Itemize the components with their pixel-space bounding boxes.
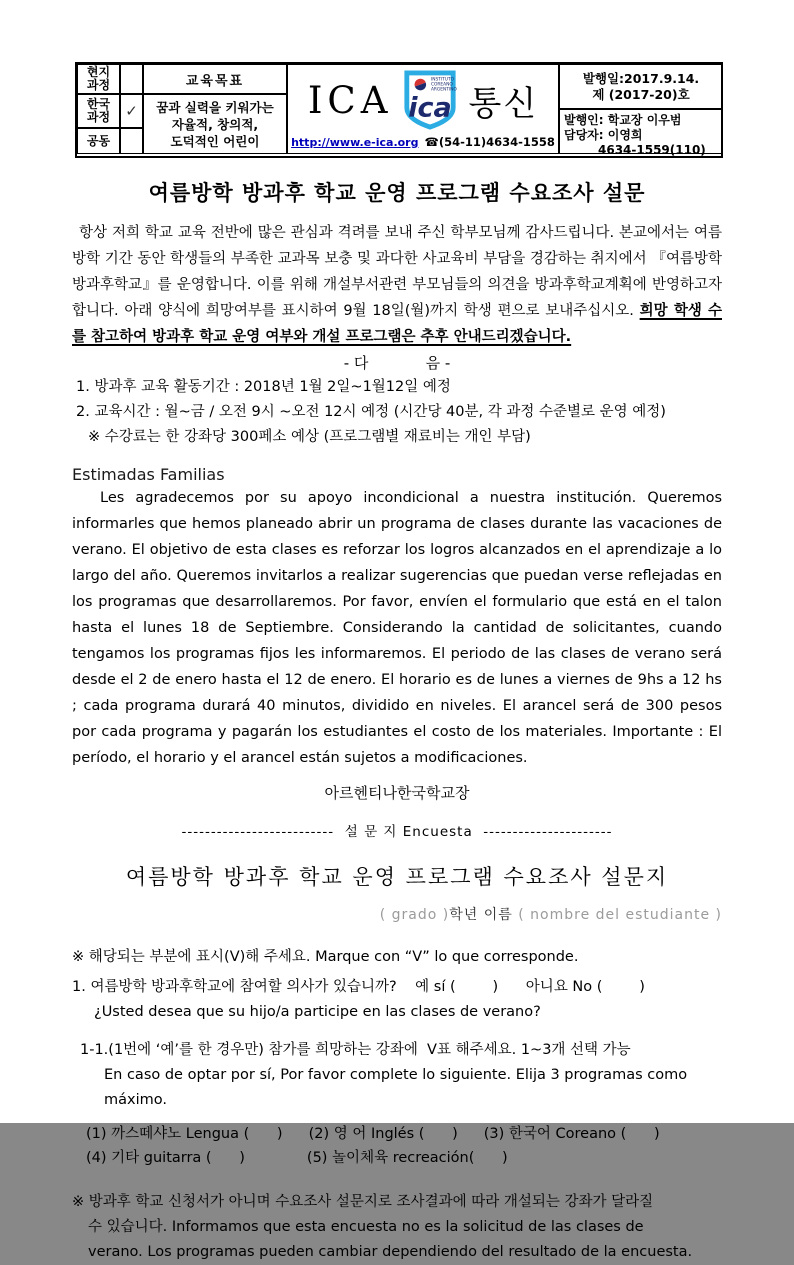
masthead-center [287,64,559,154]
list-item: ※ 수강료는 한 강좌당 300페소 예상 (프로그램별 재료비는 개인 부담) [88,429,531,445]
ica-wordmark: ICA [307,78,393,122]
nombre-placeholder: ( nombre del estudiante ) [518,907,722,923]
options-row-1 [72,1122,722,1146]
goal-line-2: 자율적, 창의적, [171,116,259,132]
survey-title: 여름방학 방과후 학교 운영 프로그램 수요조사 설문지 [125,865,669,889]
question-1-1: 1-1.(1번에 ‘예’를 한 경우만) 참가를 희망하는 강좌에 V표 해주세요. 1~3개 선택 가능 [80,1042,631,1058]
course-local-line1: 현지 [86,65,111,79]
issue-manager: 담당자: 이영희 [564,128,643,142]
logo-text-argentino: ARGENTINO [431,87,458,93]
student-info-line [72,904,722,924]
logo-monogram: ica [408,92,453,124]
grade-name-label: 학년 이름 [449,907,519,923]
footnote-line-1: ※ 방과후 학교 신청서가 아니며 수요조사 설문지로 조사결과에 따라 개설되는 강좌가 달라질 [72,1194,654,1210]
question-1-1-spanish: En caso de optar por sí, Por favor complete lo siguiente. Elija 3 programas como máximo. [104,1067,688,1108]
issue-info-cell [559,64,723,157]
option-ingles: (2) 영 어 Inglés ( ) [308,1126,458,1142]
issue-date-block [560,65,722,110]
intro-paragraph [72,220,722,350]
spanish-section-heading: Estimadas Familias [72,465,225,484]
option-lengua: (1) 까스떼샤노 Lengua ( ) [86,1126,283,1142]
footnote-line-3: verano. Los programas pueden cambiar dependiendo del resultado de la encuesta. [88,1244,693,1260]
education-goal-text [143,94,287,154]
ica-school-logo-icon [402,69,458,131]
masthead-table [75,62,723,158]
cutoff-divider: -------------------------- 설 문 지 Encuesta ---------------------- [181,824,613,840]
page-title: 여름방학 방과후 학교 운영 프로그램 수요조사 설문 [148,181,646,205]
masthead-logo-row [308,69,538,131]
issue-publisher: 발행인: 학교장 이우범 [564,113,682,127]
option-recreacion: (5) 놀이체육 recreación( ) [306,1150,508,1166]
course-common-line1: 공동 [86,133,111,148]
goal-line-3: 도덕적인 어린이 [170,133,260,149]
course-row-korean-label [77,94,120,128]
issue-phone: 4634-1559(110) [598,143,706,157]
option-coreano: (3) 한국어 Coreano ( ) [483,1126,660,1142]
course-row-local-label [77,64,120,94]
issue-staff-block [560,110,722,158]
course-common-checkbox [120,128,143,154]
logo-text-instituto: INSTITUTO [431,77,455,83]
school-website-link[interactable]: http://www.e-ica.org [291,136,419,149]
grado-placeholder: ( grado ) [379,907,450,923]
options-row-2 [72,1146,722,1170]
course-row-common-label [77,128,120,154]
goal-line-1: 꿈과 실력을 키워가는 [156,99,274,115]
course-korean-checkbox: ✓ [120,94,143,128]
issue-date: 발행일:2017.9.14. [582,71,700,86]
education-goal-title: 교육목표 [143,64,287,94]
intro-emphasis-text: 희망 학생 수를 참고하여 방과후 학교 운영 여부와 개설 프로그램은 추후 안내드리겠습니다. [72,303,722,345]
spanish-paragraph: Les agradecemos por su apoyo incondicional a nuestra institución. Queremos informarles que hemos planeado abrir un programa de clases durante las vacaciones de verano. El objetivo de esta clases es reforzar los logros alcanzados en el aprendizaje a lo largo del año. Queremos invitarlos a realizar sugerencias que puedan verse reflejadas en los programas que desarrollaremos. Por favor, envíen el formulario que está en el talon hasta el lunes 18 de Septiembre. Considerando la cantidad de solicitantes, cuando tengamos los programas fijos les informaremos. El periodo de las clases de verano será desde el 2 de enero hasta el 12 de enero. El horario es de lunes a viernes de 9hs a 12 hs ; cada programa durará 40 minutos, dividido en niveles. El arancel será de 300 pesos por cada programa y pagarán los estudiantes el costo de los materiales. Importante : El período, el horario y el arancel están sujetos a modificaciones. [72,490,722,766]
course-local-line2: 과정 [86,78,111,92]
question-1-spanish: ¿Usted desea que su hijo/a participe en las clases de verano? [94,1004,541,1020]
issue-number: 제 (2017-20)호 [592,87,690,102]
question-1: 1. 여름방학 방과후학교에 참여할 의사가 있습니까? 예 sí ( ) 아니요 No ( ) [72,979,645,995]
course-korean-line1: 한국 [86,97,111,111]
masthead-contact-line [291,135,555,151]
daum-heading: - 다 음 - [343,354,451,372]
document-body [0,158,794,1265]
option-guitarra: (4) 기타 guitarra ( ) [86,1150,245,1166]
footnote-line-2: 수 있습니다. Informamos que esta encuesta no es la solicitud de las clases de [88,1219,644,1235]
course-korean-line2: 과정 [86,110,111,124]
school-phone: ☎(54-11)4634-1558 [424,135,555,149]
intro-text: 항상 저희 학교 교육 전반에 많은 관심과 격려를 보내 주신 학부모님께 감사드립니다. 본교에서는 여름방학 기간 동안 학생들의 부족한 교과목 보충 및 과다한 사교육비 부담을 경감하는 취지에서 『여름방학 방과후학교』를 운영합니다. 이를 위해 개설부서관련 부모님들의 의견을 방과후학교계획에 반영하고자 합니다. 아래 양식에 희망여부를 표시하여 9월 18일(월)까지 학생 편으로 보내주십시오. [72,225,722,319]
list-item: 2. 교육시간 : 월~금 / 오전 9시 ~오전 12시 예정 (시간당 40분, 각 과정 수준별로 운영 예정) [76,404,666,420]
tongsin-wordmark: 통신 [468,83,539,124]
signature-line: 아르헨티나한국학교장 [324,784,470,802]
footnote [72,1190,722,1265]
logo-text-coreano: COREANO [431,82,454,88]
survey-instructions: ※ 해당되는 부분에 표시(V)해 주세요. Marque con “V” lo que corresponde. [72,949,579,965]
course-local-checkbox [120,64,143,94]
list-item: 1. 방과후 교육 활동기간 : 2018년 1월 2일~1월12일 예정 [76,379,451,395]
